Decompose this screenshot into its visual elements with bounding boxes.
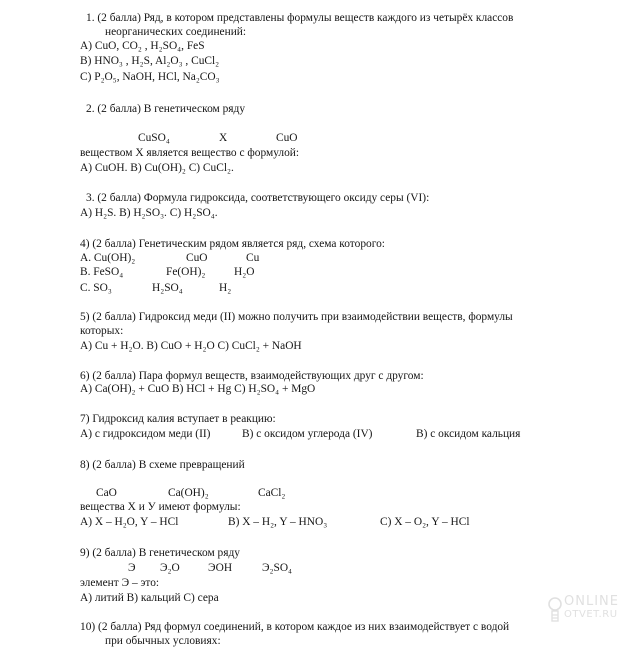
q1-title: 1. (2 балла) Ряд, в котором представлены формулы веществ каждого из четырёх классов: [86, 12, 514, 24]
q4-row-b-3: H₂O: [234, 266, 255, 278]
q1-title-cont: неорганических соединений:: [105, 26, 247, 38]
lightbulb-icon: [548, 596, 562, 626]
q8-title: 8) (2 балла) В схеме превращений: [80, 459, 245, 471]
q8-answer-c: С) X – O₂, Y – HCl: [380, 516, 470, 528]
q9-title: 9) (2 балла) В генетическом ряду: [80, 547, 240, 559]
q4-row-a-2: CuO: [186, 252, 208, 264]
q2-answers: А) CuOH. В) Cu(OH)₂ С) CuCl₂.: [80, 162, 234, 174]
q8-answer-b: В) X – H₂, Y – HNO₃: [228, 516, 328, 528]
watermark-line-2: OTVET.RU: [564, 609, 618, 620]
q6-answers: А) Ca(OH)₂ + CuO В) HCl + Hg С) H₂SO₄ + MgO: [80, 383, 316, 395]
q8-chain-3: CaCl₂: [258, 487, 286, 499]
q8-text: вещества Х и У имеют формулы:: [80, 501, 241, 513]
q8-answer-a: А) X – H₂O, Y – HCl: [80, 516, 179, 528]
q10-title: 10) (2 балла) Ряд формул соединений, в котором каждое из них взаимодействует с водой: [80, 621, 510, 633]
q4-row-c-3: H₂: [219, 282, 232, 294]
watermark: [548, 594, 634, 634]
q1-option-a: А) CuO, CO₂ , H₂SO₄, FeS: [80, 40, 205, 52]
q2-chain-3: CuO: [276, 132, 298, 144]
q7-answer-c: В) с оксидом кальция: [416, 428, 521, 440]
q4-row-c-2: H₂SO₄: [152, 282, 183, 294]
q4-row-b-1: В. FeSO₄: [80, 266, 124, 278]
q4-title: 4) (2 балла) Генетическим рядом является ряд, схема которого:: [80, 238, 385, 250]
q8-chain-1: CaO: [96, 487, 117, 499]
q7-title: 7) Гидроксид калия вступает в реакцию:: [80, 413, 276, 425]
q3-answers: А) H₂S. В) H₂SO₃. С) H₂SO₄.: [80, 207, 218, 219]
q2-chain-1: CuSO₄: [138, 132, 170, 144]
q4-row-a-3: Cu: [246, 252, 260, 264]
q4-row-c-1: С. SO₃: [80, 282, 112, 294]
q9-text: элемент Э – это:: [80, 577, 160, 589]
q9-chain-1: Э: [128, 562, 136, 574]
q8-chain-2: Ca(OH)₂: [168, 487, 209, 499]
q10-title-cont: при обычных условиях:: [105, 635, 221, 647]
q9-answers: А) литий В) кальций С) сера: [80, 592, 219, 604]
q4-row-a-1: А. Cu(OH)₂: [80, 252, 136, 264]
q3-title: 3. (2 балла) Формула гидроксида, соответствующего оксиду серы (VI):: [86, 192, 430, 204]
q7-answer-b: В) с оксидом углерода (IV): [242, 428, 373, 440]
q9-chain-2: Э₂О: [160, 562, 180, 574]
q9-chain-4: Э₂SO₄: [262, 562, 293, 574]
q6-title: 6) (2 балла) Пара формул веществ, взаимодействующих друг с другом:: [80, 370, 424, 382]
q5-answers: А) Cu + H₂O. В) CuO + H₂O С) CuCl₂ + NaOH: [80, 340, 302, 352]
q9-chain-3: ЭОН: [208, 562, 233, 574]
q7-answer-a: А) с гидроксидом меди (II): [80, 428, 211, 440]
q4-row-b-2: Fe(OH)₂: [166, 266, 206, 278]
q5-title-cont: которых:: [80, 325, 124, 337]
q1-option-c: С) P₂O₅, NaOH, HCl, Na₂CO₃: [80, 71, 220, 83]
q2-title: 2. (2 балла) В генетическом ряду: [86, 103, 246, 115]
watermark-line-1: ONLINE: [564, 594, 619, 609]
q2-chain-2: X: [219, 132, 228, 144]
q1-option-b: В) HNO₃ , H₂S, Al₂O₃ , CuCl₂: [80, 55, 220, 67]
q2-text: веществом Х является вещество с формулой:: [80, 147, 300, 159]
q5-title: 5) (2 балла) Гидроксид меди (II) можно получить при взаимодействии веществ, формулы: [80, 311, 513, 323]
